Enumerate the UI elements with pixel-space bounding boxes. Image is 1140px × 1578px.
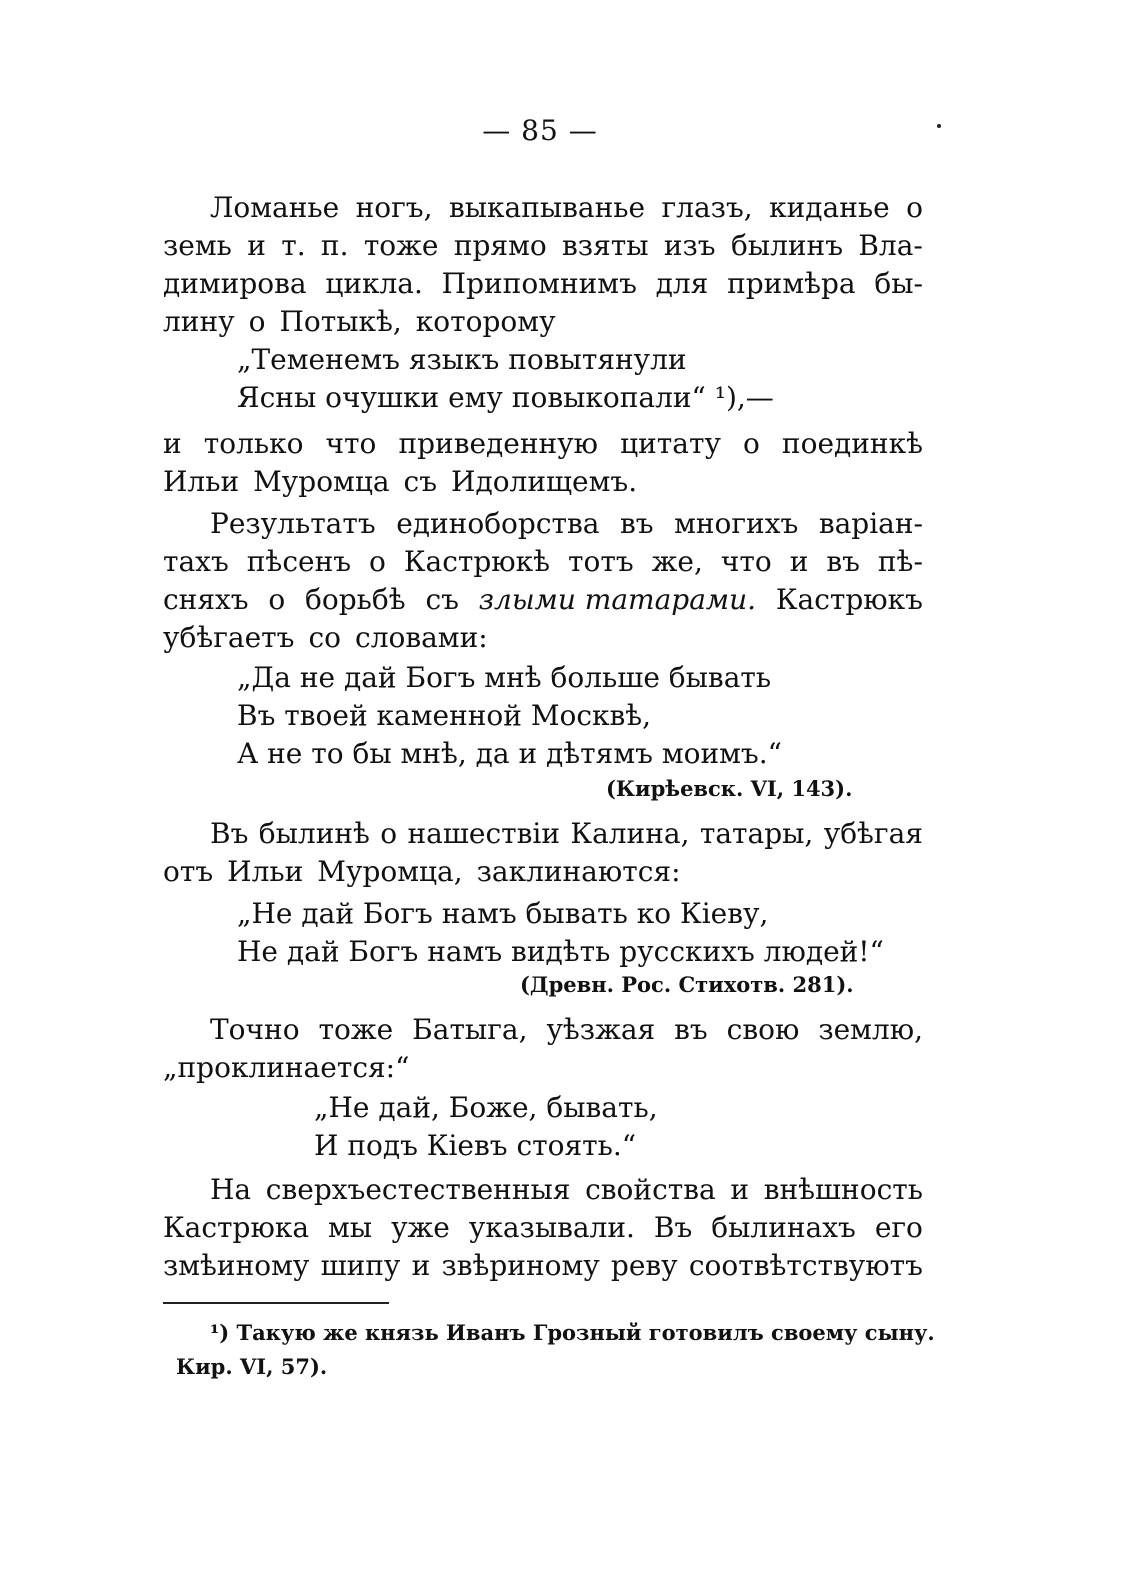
word: Муромца	[253, 465, 390, 498]
word: шипу	[320, 1249, 401, 1282]
word: свойства	[585, 1173, 716, 1206]
word: былинахъ	[711, 1211, 856, 1244]
word: въ	[674, 1013, 708, 1046]
word: димирова	[163, 267, 307, 300]
para2-line-3	[163, 580, 923, 620]
word: реву	[610, 1249, 678, 1282]
word: о	[268, 583, 286, 616]
word: Кастрюка	[163, 1211, 310, 1244]
footnote-divider	[163, 1302, 389, 1304]
verse1-line-1: „Теменемъ языкъ повытянули	[237, 343, 687, 376]
verse2-line-3: А не то бы мнѣ, да и дѣтямъ моимъ.“	[237, 737, 782, 770]
para1-line-1	[210, 188, 923, 228]
word: убѣгая	[823, 817, 923, 850]
para3-line-2	[163, 852, 923, 892]
para2-line-1	[210, 504, 923, 544]
para1-line-2	[163, 226, 923, 266]
word: пѣсенъ	[246, 545, 352, 578]
word: змѣиному	[163, 1249, 310, 1282]
word: цитату	[620, 427, 721, 460]
word: словами:	[355, 621, 488, 654]
word: и	[730, 1173, 750, 1206]
word: о	[743, 427, 760, 460]
word: Ильи	[227, 855, 304, 888]
word: бы-	[874, 267, 923, 300]
word: „проклинается:“	[163, 1051, 410, 1084]
word: которому	[415, 305, 556, 338]
verse2-source: (Кирѣевск. VI, 143).	[606, 776, 853, 801]
word: о	[248, 305, 266, 338]
word: пѣ-	[877, 545, 923, 578]
word: уже	[391, 1211, 450, 1244]
word: что	[325, 427, 377, 460]
word: Въ	[653, 1211, 693, 1244]
word: Припомнимъ	[441, 267, 637, 300]
word: прямо	[453, 229, 547, 262]
word: глазъ,	[661, 191, 753, 224]
word: съ	[425, 583, 459, 616]
verse4-line-1: „Не дай, Боже, бывать,	[314, 1091, 658, 1124]
verse3-line-1: „Не дай Богъ намъ бывать ко Кіеву,	[237, 897, 769, 930]
word: Калина,	[570, 817, 690, 850]
page-number: — 85 —	[482, 114, 598, 147]
word: поединкѣ	[781, 427, 923, 460]
para2-line-4	[163, 618, 923, 658]
para1-line-3	[163, 264, 923, 304]
word: т.	[281, 229, 306, 262]
word: Въ	[210, 817, 249, 850]
word: Результатъ	[210, 507, 376, 540]
word: звѣриному	[441, 1249, 600, 1282]
word: Кастрюкѣ	[403, 545, 551, 578]
word: сверхъестественныя	[265, 1173, 571, 1206]
word: Ильи	[163, 465, 240, 498]
word: Потыкѣ,	[279, 305, 402, 338]
verse4-line-2: И подъ Кіевъ стоять.“	[314, 1129, 637, 1162]
para1-cont-line-2	[163, 462, 923, 502]
word: примѣра	[727, 267, 856, 300]
word: тоже	[318, 1013, 394, 1046]
word: и	[789, 545, 809, 578]
para5-line-3	[163, 1246, 923, 1286]
word: о	[369, 545, 386, 578]
word: и	[247, 229, 266, 262]
footnote-line-2: Кир. VI, 57).	[176, 1354, 328, 1379]
para5-line-2	[163, 1208, 923, 1248]
word: Муромца,	[317, 855, 463, 888]
word: о	[906, 191, 923, 224]
word: въ	[619, 507, 654, 540]
word: его	[874, 1211, 923, 1244]
word: тоже	[363, 229, 439, 262]
word: лину	[163, 305, 235, 338]
para2-line-2	[163, 542, 923, 582]
word: взяты	[562, 229, 649, 262]
word: для	[655, 267, 709, 300]
word: Идолищемъ.	[451, 465, 638, 498]
verse3-source: (Древн. Рос. Стихотв. 281).	[520, 972, 854, 997]
word: землю,	[818, 1013, 923, 1046]
word: нашествіи	[407, 817, 561, 850]
word: земь	[163, 229, 232, 262]
word: въ	[826, 545, 860, 578]
word: съ	[403, 465, 438, 498]
word: былинѣ	[258, 817, 370, 850]
word: со	[308, 621, 342, 654]
word: о	[380, 817, 398, 850]
word: киданье	[769, 191, 890, 224]
word: заклинаются:	[476, 855, 681, 888]
word: тахъ	[163, 545, 229, 578]
word: и	[163, 427, 182, 460]
word: былинъ	[730, 229, 844, 262]
word: и	[411, 1249, 431, 1282]
word: тотъ	[568, 545, 634, 578]
word: многихъ	[674, 507, 799, 540]
word: Вла-	[858, 229, 923, 262]
word: только	[203, 427, 304, 460]
word: убѣгаетъ	[163, 621, 295, 654]
verse3-line-2: Не дай Богъ намъ видѣть русскихъ людей!“	[237, 935, 884, 968]
word: Ломанье	[210, 191, 340, 224]
word: ногъ,	[355, 191, 433, 224]
word: борьбѣ	[305, 583, 406, 616]
speck-mark	[937, 124, 941, 128]
word: Батыга,	[412, 1013, 528, 1046]
verse1-line-2: Ясны очушки ему повыкопали“ ¹),—	[237, 381, 774, 414]
word: свою	[726, 1013, 800, 1046]
word: соотвѣтствуютъ	[688, 1249, 923, 1282]
italic-phrase: злыми татарами.	[478, 583, 757, 616]
para4-line-1	[210, 1010, 923, 1050]
para3-line-1	[210, 814, 923, 854]
para5-line-1	[210, 1170, 923, 1210]
footnote-line-1: ¹) Такую же князь Иванъ Грозный готовилъ своему сыну.	[210, 1320, 935, 1345]
word: варіан-	[818, 507, 923, 540]
word: выкапыванье	[448, 191, 646, 224]
word: что	[720, 545, 772, 578]
word: же,	[651, 545, 703, 578]
word: изъ	[663, 229, 716, 262]
word: внѣшность	[763, 1173, 923, 1206]
verse2-line-2: Въ твоей каменной Москвѣ,	[237, 699, 652, 732]
word: цикла.	[325, 267, 423, 300]
para1-cont-line-1	[163, 424, 923, 464]
word: Точно	[210, 1013, 300, 1046]
word: указывали.	[468, 1211, 635, 1244]
word: сняхъ	[163, 583, 249, 616]
word: отъ	[163, 855, 214, 888]
word: единоборства	[396, 507, 600, 540]
word: п.	[320, 229, 349, 262]
verse2-line-1: „Да не дай Богъ мнѣ больше бывать	[237, 661, 772, 694]
word: На	[210, 1173, 252, 1206]
word: Кастрюкъ	[775, 583, 923, 616]
para1-line-4	[163, 302, 923, 342]
word: уѣзжая	[546, 1013, 656, 1046]
word: мы	[328, 1211, 373, 1244]
word: татары,	[699, 817, 814, 850]
para4-line-2	[163, 1048, 923, 1088]
word: приведенную	[398, 427, 599, 460]
